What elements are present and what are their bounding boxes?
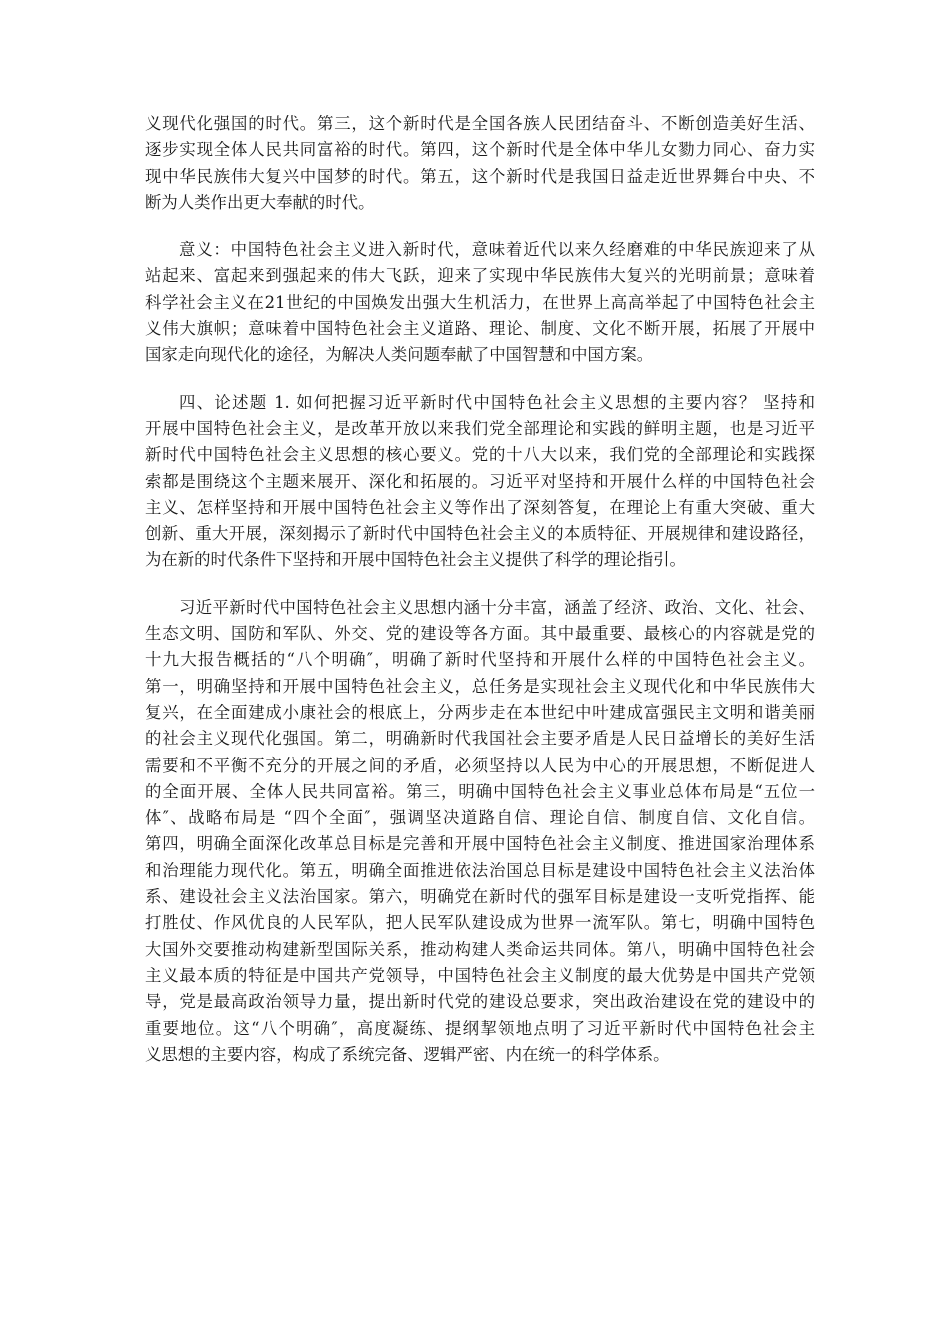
text-line: 习近平新时代中国特色社会主义思想内涵十分丰富，涵盖了经济、政治、文化、社会、: [179, 597, 815, 617]
paragraph-era-features-continued: [145, 111, 815, 216]
text-line: 主义最本质的特征是中国共产党领导，中国特色社会主义制度的最大优势是中国共产党领: [145, 965, 815, 985]
text-line: 体″、战略布局是 “四个全面″，强调坚决道路自信、理论自信、制度自信、文化自信。: [145, 808, 815, 828]
text-line: 第四，明确全面深化改革总目标是完善和开展中国特色社会主义制度、推进国家治理体系: [145, 834, 815, 854]
text-line: 的全面开展、全体人民共同富裕。第三，明确中国特色社会主义事业总体布局是“五位一: [145, 781, 815, 801]
text-line: 站起来、富起来到强起来的伟大飞跃，迎来了实现中华民族伟大复兴的光明前景；意味着: [145, 266, 815, 286]
text-line: 四、论述题 1. 如何把握习近平新时代中国特色社会主义思想的主要内容？ 坚持和: [179, 392, 815, 412]
text-line: 第一，明确坚持和开展中国特色社会主义，总任务是实现社会主义现代化和中华民族伟大: [145, 676, 815, 696]
text-line: 系、建设社会主义法治国家。第六，明确党在新时代的强军目标是建设一支听党指挥、能: [145, 887, 815, 907]
text-line: 打胜仗、作风优良的人民军队，把人民军队建设成为世界一流军队。第七，明确中国特色: [145, 913, 815, 933]
text-line: 生态文明、国防和军队、外交、党的建设等各方面。其中最重要、最核心的内容就是党的: [145, 624, 815, 644]
text-line: 的社会主义现代化强国。第二，明确新时代我国社会主要矛盾是人民日益增长的美好生活: [145, 729, 815, 749]
paragraph-essay-question: [145, 390, 815, 574]
text-line: 义现代化强国的时代。第三，这个新时代是全国各族人民团结奋斗、不断创造美好生活、: [145, 114, 815, 133]
document-body: [145, 111, 815, 1089]
text-line: 断为人类作出更大奉献的时代。: [145, 192, 375, 212]
text-line: 义思想的主要内容，构成了系统完备、逻辑严密、内在统一的科学体系。: [145, 1044, 670, 1064]
text-line: 国家走向现代化的途径，为解决人类问题奉献了中国智慧和中国方案。: [145, 345, 654, 365]
paragraph-significance: [145, 237, 815, 368]
text-line: 现中华民族伟大复兴中国梦的时代。第五，这个新时代是我国日益走近世界舞台中央、不: [145, 166, 815, 186]
text-line: 义伟大旗帜；意味着中国特色社会主义道路、理论、制度、文化不断开展，拓展了开展中: [145, 319, 815, 339]
text-line: 创新、重大开展，深刻揭示了新时代中国特色社会主义的本质特征、开展规律和建设路径，: [145, 524, 815, 544]
text-line: 导，党是最高政治领导力量，提出新时代党的建设总要求，突出政治建设在党的建设中的: [145, 992, 815, 1012]
text-line: 逐步实现全体人民共同富裕的时代。第四，这个新时代是全体中华儿女勠力同心、奋力实: [145, 140, 815, 160]
text-line: 新时代中国特色社会主义思想的核心要义。党的十八大以来，我们党的全部理论和实践探: [145, 445, 815, 465]
text-line: 重要地位。这“八个明确″，高度凝练、提纲挈领地点明了习近平新时代中国特色社会主: [145, 1018, 815, 1038]
text-line: 和治理能力现代化。第五，明确全面推进依法治国总目标是建设中国特色社会主义法治体: [145, 860, 815, 880]
text-line: 意义：中国特色社会主义进入新时代，意味着近代以来久经磨难的中华民族迎来了从: [179, 240, 815, 260]
text-line: 索都是围绕这个主题来展开、深化和拓展的。习近平对坚持和开展什么样的中国特色社会: [145, 471, 815, 491]
text-line: 开展中国特色社会主义，是改革开放以来我们党全部理论和实践的鲜明主题，也是习近平: [145, 418, 815, 438]
paragraph-eight-clarifications: [145, 595, 815, 1068]
text-line: 需要和不平衡不充分的开展之间的矛盾，必须坚持以人民为中心的开展思想，不断促进人: [145, 755, 815, 775]
text-line: 主义、怎样坚持和开展中国特色社会主义等作出了深刻答复，在理论上有重大突破、重大: [145, 497, 815, 517]
text-line: 大国外交要推动构建新型国际关系，推动构建人类命运共同体。第八，明确中国特色社会: [145, 939, 815, 959]
text-line: 科学社会主义在21世纪的中国焕发出强大生机活力，在世界上高高举起了中国特色社会主: [145, 292, 815, 312]
text-line: 复兴，在全面建成小康社会的根底上，分两步走在本世纪中叶建成富强民主文明和谐美丽: [145, 702, 815, 722]
text-line: 十九大报告概括的“八个明确″，明确了新时代坚持和开展什么样的中国特色社会主义。: [145, 650, 815, 670]
text-line: 为在新的时代条件下坚持和开展中国特色社会主义提供了科学的理论指引。: [145, 550, 686, 570]
